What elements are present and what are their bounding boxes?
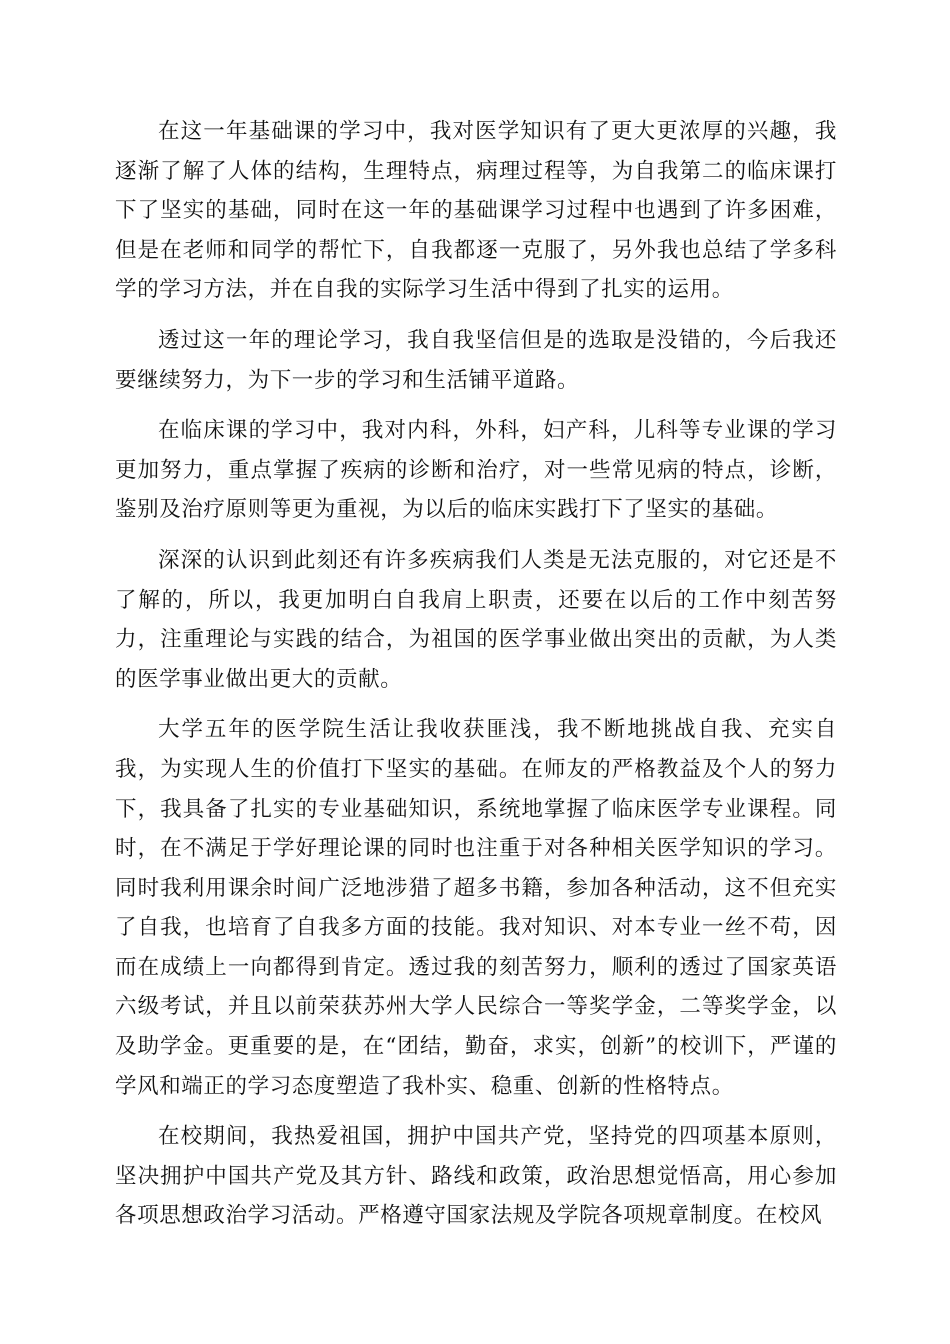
paragraph-five-years: 大学五年的医学院生活让我收获匪浅，我不断地挑战自我、充实自我，为实现人生的价值打下坚实的基础。在师友的严格教益及个人的努力下，我具备了扎实的专业基础知识，系统地掌握了临床医学专业课程。同时，在不满足于学好理论课的同时也注重于对各种相关医学知识的学习。同时我利用课余时间广泛地涉猎了超多书籍，参加各种活动，这不但充实了自我，也培育了自我多方面的技能。我对知识、对本专业一丝不苟，因而在成绩上一向都得到肯定。透过我的刻苦努力，顺利的透过了国家英语六级考试，并且以前荣获苏州大学人民综合一等奖学金，二等奖学金，以及助学金。更重要的是，在“团结，勤奋，求实，创新”的校训下，严谨的学风和端正的学习态度塑造了我朴实、稳重、创新的性格特点。: [115, 717, 837, 1099]
paragraph-responsibility: 深深的认识到此刻还有许多疾病我们人类是无法克服的，对它还是不了解的，所以，我更加明白自我肩上职责，还要在以后的工作中刻苦努力，注重理论与实践的结合，为祖国的医学事业做出突出的贡献，为人类的医学事业做出更大的贡献。: [115, 547, 837, 692]
paragraph-basic-courses: 在这一年基础课的学习中，我对医学知识有了更大更浓厚的兴趣，我逐渐了解了人体的结构，生理特点，病理过程等，为自我第二的临床课打下了坚实的基础，同时在这一年的基础课学习过程中也遇到了许多困难，但是在老师和同学的帮忙下，自我都逐一克服了，另外我也总结了学多科学的学习方法，并在自我的实际学习生活中得到了扎实的运用。: [115, 119, 837, 303]
paragraph-clinical-courses: 在临床课的学习中，我对内科，外科，妇产科，儿科等专业课的学习更加努力，重点掌握了疾病的诊断和治疗，对一些常见病的特点，诊断，鉴别及治疗原则等更为重视，为以后的临床实践打下了坚实的基础。: [115, 418, 837, 523]
document-page: [115, 112, 837, 1247]
paragraph-political: 在校期间，我热爱祖国，拥护中国共产党，坚持党的四项基本原则，坚决拥护中国共产党及其方针、路线和政策，政治思想觉悟高，用心参加各项思想政治学习活动。严格遵守国家法规及学院各项规章制度。在校风: [115, 1124, 837, 1229]
paragraph-theory-study: 透过这一年的理论学习，我自我坚信但是的选取是没错的，今后我还要继续努力，为下一步的学习和生活铺平道路。: [115, 327, 837, 393]
